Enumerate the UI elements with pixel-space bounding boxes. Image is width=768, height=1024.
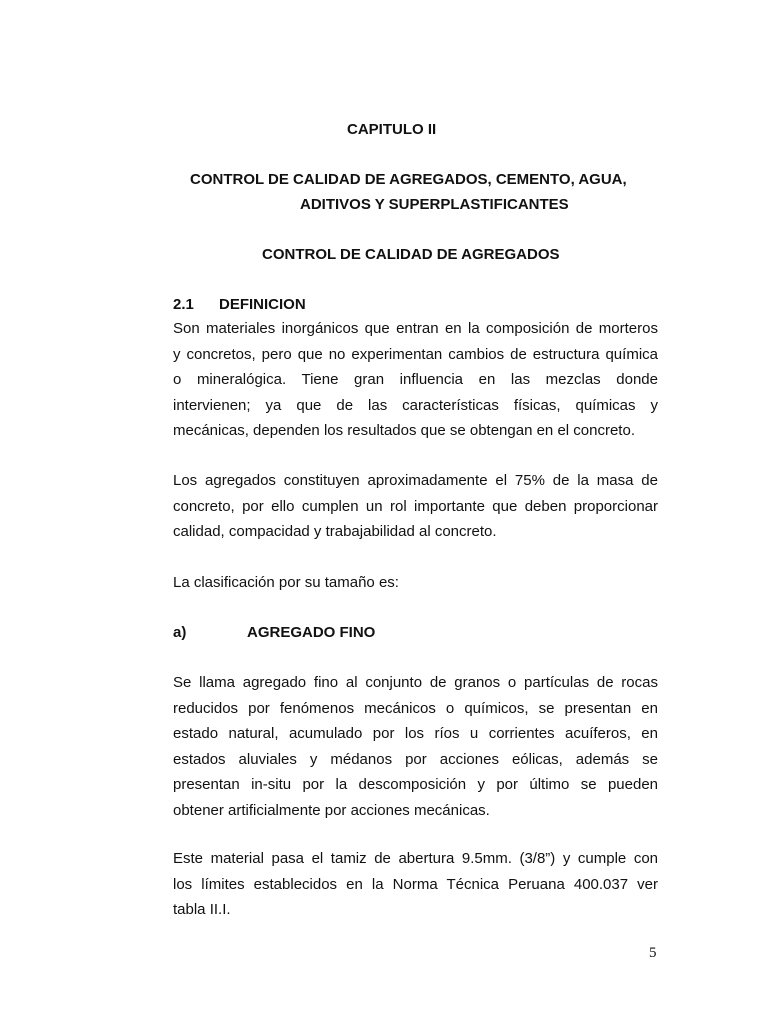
- paragraph-classification: [173, 570, 658, 596]
- paragraph-definition: [173, 316, 658, 444]
- section-number: 2.1: [173, 296, 194, 313]
- paragraph-sieve: [173, 846, 658, 923]
- section-heading-2-1: [173, 296, 306, 313]
- text-line: presentan in-situ por la descomposición y por último se pueden: [173, 776, 658, 794]
- paragraph-fine-aggregate: [173, 670, 658, 824]
- text-line: intervienen; ya que de las características físicas, químicas y: [173, 396, 658, 414]
- section-number: a): [173, 624, 187, 641]
- title-line-2: ADITIVOS Y SUPERPLASTIFICANTES: [300, 196, 569, 213]
- page-number: 5: [649, 945, 657, 961]
- subtitle-heading: CONTROL DE CALIDAD DE AGREGADOS: [262, 246, 560, 263]
- text-line: tabla II.I.: [173, 901, 231, 919]
- paragraph-aggregates: [173, 468, 658, 545]
- text-line: estado natural, acumulado por los ríos u corrientes acuíferos, en: [173, 725, 658, 743]
- section-title: DEFINICION: [219, 296, 306, 313]
- text-line: Este material pasa el tamiz de abertura 9.5mm. (3/8”) y cumple con: [173, 850, 658, 867]
- section-title: AGREGADO FINO: [247, 624, 376, 641]
- text-line: La clasificación por su tamaño es:: [173, 574, 399, 591]
- chapter-heading: CAPITULO II: [347, 121, 437, 138]
- text-line: calidad, compacidad y trabajabilidad al concreto.: [173, 523, 497, 541]
- text-line: obtener artificialmente por acciones mecánicas.: [173, 801, 490, 819]
- text-line: o mineralógica. Tiene gran influencia en las mezclas donde: [173, 371, 658, 389]
- text-line: Se llama agregado fino al conjunto de granos o partículas de rocas: [173, 674, 658, 691]
- text-line: reducidos por fenómenos mecánicos o químicos, se presentan en: [173, 699, 658, 717]
- text-line: Los agregados constituyen aproximadamente el 75% de la masa de: [173, 472, 658, 489]
- text-line: concreto, por ello cumplen un rol importante que deben proporcionar: [173, 497, 658, 515]
- text-line: mecánicas, dependen los resultados que se obtengan en el concreto.: [173, 422, 635, 440]
- text-line: Son materiales inorgánicos que entran en la composición de morteros: [173, 320, 658, 337]
- text-line: estados aluviales y médanos por acciones eólicas, además se: [173, 750, 658, 768]
- title-line-1: CONTROL DE CALIDAD DE AGREGADOS, CEMENTO, AGUA,: [190, 171, 627, 188]
- text-line: los límites establecidos en la Norma Técnica Peruana 400.037 ver: [173, 875, 658, 893]
- text-line: y concretos, pero que no experimentan cambios de estructura química: [173, 345, 658, 363]
- section-heading-a: [173, 624, 375, 641]
